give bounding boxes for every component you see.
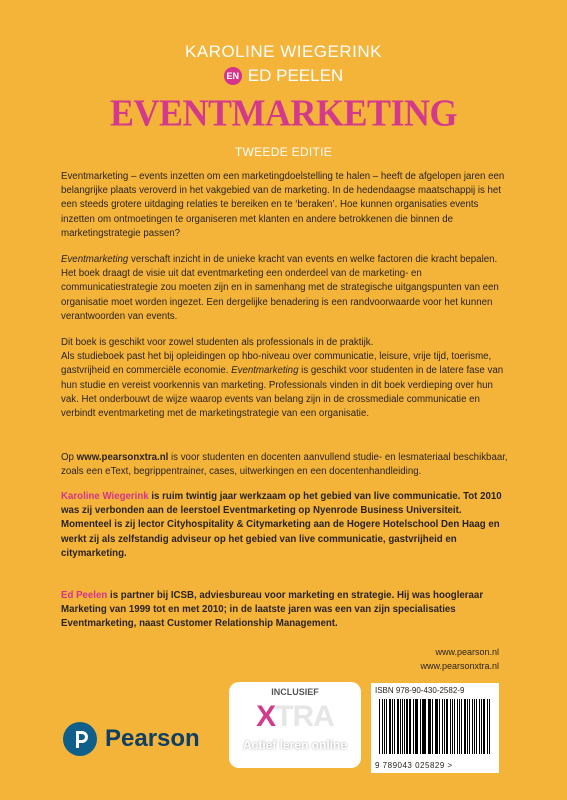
paragraph-author-1: [61, 490, 509, 561]
barcode-icon: [379, 699, 491, 754]
author-bio-text-1: is ruim twintig jaar werkzaam op het gebied van live communicatie. Tot 2010 was zij verbonden aan de leerstoel Eventmarketing op Nyenrode Business Universiteit. Momenteel is zij lector Cityhospitality & Citymarketing aan de Hogere Hotelschool Den Haag en werkt zij als zelfstandig adviseur op het gebied van live communicatie, gastvrijheid en citymarketing.: [61, 491, 502, 559]
barcode-box: [371, 683, 499, 773]
en-badge: EN: [224, 67, 242, 85]
paragraph-text: is geschikt voor studenten in de latere fase van hun studie en vereist voorkennis van marketing. Professionals vinden in dit boek verdieping over hun vak. Het onderbouwt de wijze waarop events van belang zijn in de crossmediale communicatie en verbindt eventmarketing met de marketingstrategie van een organisatie.: [61, 365, 504, 420]
xtra-x-letter: X: [256, 700, 276, 733]
barcode-number: 9 789043 025829 >: [375, 761, 453, 770]
paragraph-text: Op: [61, 452, 77, 463]
xtra-inclusief-label: INCLUSIEF: [271, 687, 319, 697]
pearsonxtra-url[interactable]: www.pearsonxtra.nl: [420, 661, 499, 671]
pearsonxtra-link[interactable]: www.pearsonxtra.nl: [76, 452, 169, 463]
pearson-wordmark: Pearson: [105, 725, 200, 752]
xtra-tra-letters: TRA: [275, 700, 334, 733]
paragraph-online: [61, 451, 509, 479]
paragraph-text: Als studieboek past het bij opleidingen op hbo-niveau over communicatie, leisure, vrije tijd, toerisme, gastvrijheid en commerciële economie.: [61, 351, 492, 377]
isbn-label: ISBN 978-90-430-2582-9: [375, 686, 465, 695]
book-title: EVENTMARKETING: [109, 92, 458, 134]
paragraph-author-2: [61, 589, 509, 632]
edition-label: TWEEDE EDITIE: [234, 145, 333, 159]
author-bio-text-2: is partner bij ICSB, adviesbureau voor marketing en strategie. Hij was hoogleraar Marketing van 1999 tot en met 2010; in de laatste jaren was een van zijn specialisaties Eventmarketing, naast Customer Relationship Management.: [61, 590, 484, 630]
book-title-italic: Eventmarketing: [61, 254, 129, 265]
pearson-p-icon: [63, 722, 97, 756]
xtra-subtitle: Actief leren online: [242, 738, 348, 752]
author-row-2: [0, 66, 567, 86]
paragraph-audience: [61, 336, 509, 421]
xtra-logo: [229, 700, 361, 734]
author-bio-name-1: Karoline Wiegerink: [61, 491, 149, 502]
book-title-italic: Eventmarketing: [231, 365, 299, 377]
author-name-1: KAROLINE WIEGERINK: [185, 42, 382, 61]
xtra-badge: [229, 682, 361, 768]
author-name-2: ED PEELEN: [247, 66, 344, 85]
paragraph-text: verschaft inzicht in de unieke kracht van events en welke factoren die kracht bepalen. Het boek draagt de visie uit dat eventmarketing een onderdeel van de marketing- en communicatiestrategie zou moeten zijn en in samenhang met de strategische uitgangspunten van een organisatie moet worden ingezet. Een dergelijke benadering is een randvoorwaarde voor het kunnen verantwoorden van events.: [61, 254, 499, 322]
pearson-url[interactable]: www.pearson.nl: [435, 647, 499, 657]
paragraph-text: Dit boek is geschikt voor zowel studenten als professionals in de praktijk.: [61, 337, 374, 348]
paragraph-intro: Eventmarketing – events inzetten om een marketingdoelstelling te halen – heeft de afgelopen jaren een belangrijke plaats veroverd in het vakgebied van de marketing. In de hedendaagse maatschappij is het een steeds grotere uitdaging relaties te bereiken en te ‘beraken’. Hoe kunnen organisaties events inzetten om ontmoetingen te organiseren met klanten en andere betrokkenen die binnen de marketingstrategie passen?: [61, 171, 505, 239]
paragraph-text: is voor studenten en docenten aanvullend studie- en lesmateriaal beschikbaar, zoals een eText, begrippentrainer, cases, uitwerkingen en een docentenhandleiding.: [61, 452, 508, 478]
paragraph-vision: [61, 253, 509, 324]
pearson-logo: [63, 722, 200, 756]
website-links: [420, 645, 499, 673]
author-bio-name-2: Ed Peelen: [61, 590, 108, 601]
